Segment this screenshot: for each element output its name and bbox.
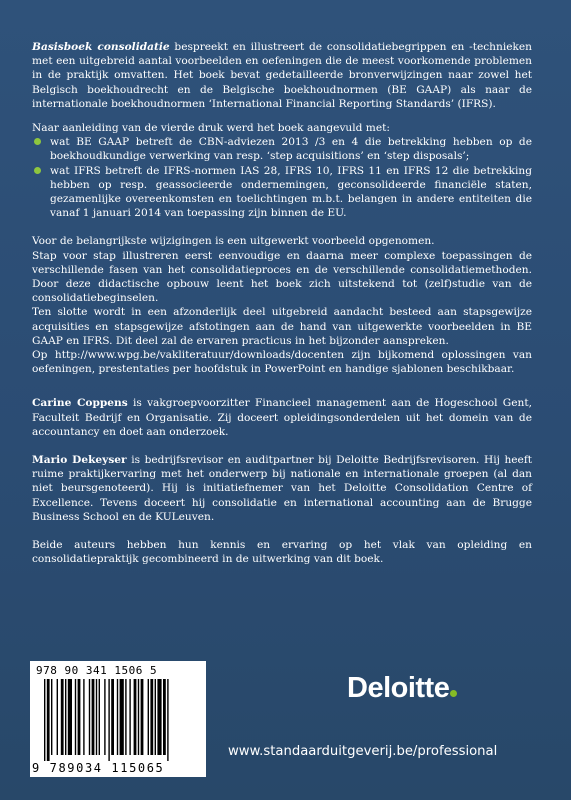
barcode-bar <box>83 679 84 755</box>
barcode-bar <box>92 679 95 755</box>
barcode-bar <box>99 679 100 755</box>
barcode-bar <box>167 679 168 761</box>
barcode-bar <box>157 679 161 755</box>
barcode-bar <box>155 679 156 755</box>
barcode-bar <box>129 679 130 755</box>
list-item: wat IFRS betreft de IFRS-normen IAS 28, IFRS 10, IFRS 11 en IFRS 12 die betrekking hebben op resp. geassocieerde ondernemingen, geconsolideerde financiële staten, gezamenlijke overeenkomsten en toelichtingen m.b.t. belangen in andere entiteiten die vanaf 1 januari 2014 van toepassing zijn binnen de EU. <box>32 164 532 221</box>
body-paragraph: Stap voor stap illustreren eerst eenvoudige en daarna meer complexe toepassingen de verschillende fasen van het consolidatieproces en de verschillende consolidatiemethoden. Door deze didactische opbouw leent het boek zich uitstekend tot (zelf)studie van de consolidatiebeginselen. <box>32 249 532 305</box>
additions-list <box>32 135 532 220</box>
barcode-bar <box>68 679 72 755</box>
closing-paragraph: Beide auteurs hebben hun kennis en ervaring op het vlak van opleiding en consolidatiepraktijk gecombineerd in de uitwerking van dit boek. <box>32 539 532 566</box>
barcode-bar <box>150 679 153 755</box>
author-name: Carine Coppens <box>32 397 128 410</box>
barcode-bar <box>61 679 64 755</box>
barcode-bar <box>138 679 139 755</box>
body-paragraph: Voor de belangrijkste wijzigingen is een uitgewerkt voorbeeld opgenomen. <box>32 235 435 248</box>
intro-text: bespreekt en illustreert de consolidatiebegrippen en -technieken met een uitgebreid aantal voorbeelden en oefeningen die de meest voorkomende problemen in de praktijk omvatten. Het boek bevat gedetailleerde bronverwijzingen naar zowel het Belgisch boekhoudrecht en de Belgische boekhoudnormen (BE GAAP) als naar de internationale boekhoudnormen ‘International Financial Reporting Standards’ (IFRS). <box>32 41 532 110</box>
barcode-bar <box>120 679 124 755</box>
blurb <box>32 40 532 567</box>
barcode-bar <box>134 679 137 755</box>
barcode-bar <box>65 679 66 755</box>
book-title: Basisboek consolidatie <box>32 41 170 53</box>
barcode-bar <box>125 679 126 755</box>
list-item: wat BE GAAP betreft de CBN-adviezen 2013 /3 en 4 die betrekking hebben op de boekhoudkundige verwerking van resp. ‘step acquisitions’ en ‘step disposals’; <box>32 135 532 163</box>
logo-dot-icon <box>450 690 457 697</box>
barcode-bar <box>141 679 144 755</box>
additions-lead: Naar aanleiding van de vierde druk werd het boek aangevuld met: <box>32 122 390 135</box>
barcode-bar <box>117 679 118 755</box>
isbn-label: 978 90 341 1506 5 <box>36 664 158 677</box>
barcode-bar <box>108 679 109 761</box>
barcode-bar <box>51 679 52 755</box>
author-text: is vakgroepvoorzitter Financieel management aan de Hogeschool Gent, Faculteit Bedrijf en Organisatie. Zij doceert opleidingsonderdelen uit het domein van de accountancy en doet aan onderzoek. <box>32 397 532 438</box>
barcode-bar <box>104 679 105 755</box>
barcode-bar <box>57 679 58 755</box>
author-bio <box>32 453 532 524</box>
deloitte-logo <box>347 672 457 705</box>
barcode-bar <box>148 679 149 755</box>
publisher-url[interactable]: www.standaarduitgeverij.be/professional <box>228 744 498 759</box>
barcode-bar <box>111 679 114 755</box>
barcode-bar <box>44 679 45 761</box>
barcode-bar <box>96 679 97 755</box>
body-paragraph: Ten slotte wordt in een afzonderlijk deel uitgebreid aandacht besteed aan stapsgewijze acquisities en stapsgewijze afstotingen aan de hand van uitgewerkte voorbeelden in BE GAAP en IFRS. Dit deel zal de ervaren practicus in het bijzonder aanspreken. <box>32 306 532 347</box>
barcode-bar <box>78 679 81 755</box>
author-name: Mario Dekeyser <box>32 454 127 467</box>
barcode-bar <box>47 679 50 761</box>
barcode-bars <box>44 679 194 761</box>
barcode-bar <box>89 679 90 755</box>
barcode <box>30 661 206 777</box>
intro-paragraph <box>32 40 532 111</box>
author-bio <box>32 396 532 439</box>
barcode-bar <box>75 679 76 755</box>
logo-text: Deloitte <box>347 672 450 704</box>
body-paragraph: Op http://www.wpg.be/vakliteratuur/downloads/docenten zijn bijkomend oplossingen van oefeningen, prestentaties per hoofdstuk in PowerPoint en handige sjablonen beschikbaar. <box>32 349 532 376</box>
barcode-bar <box>163 679 166 755</box>
author-text: is bedrijfsrevisor en auditpartner bij Deloitte Bedrijfsrevisoren. Hij heeft ruime praktijkervaring met het onderwerp bij nationale en internationale groepen (al dan niet beursgenoteerd). Hij is initiatiefnemer van het Deloitte Consolidation Centre of Excellence. Tevens doceert hij consolidatie en international accounting aan de Brugge Business School en de KULeuven. <box>32 454 532 523</box>
ean-digits: 9 789034 115065 <box>32 761 165 775</box>
